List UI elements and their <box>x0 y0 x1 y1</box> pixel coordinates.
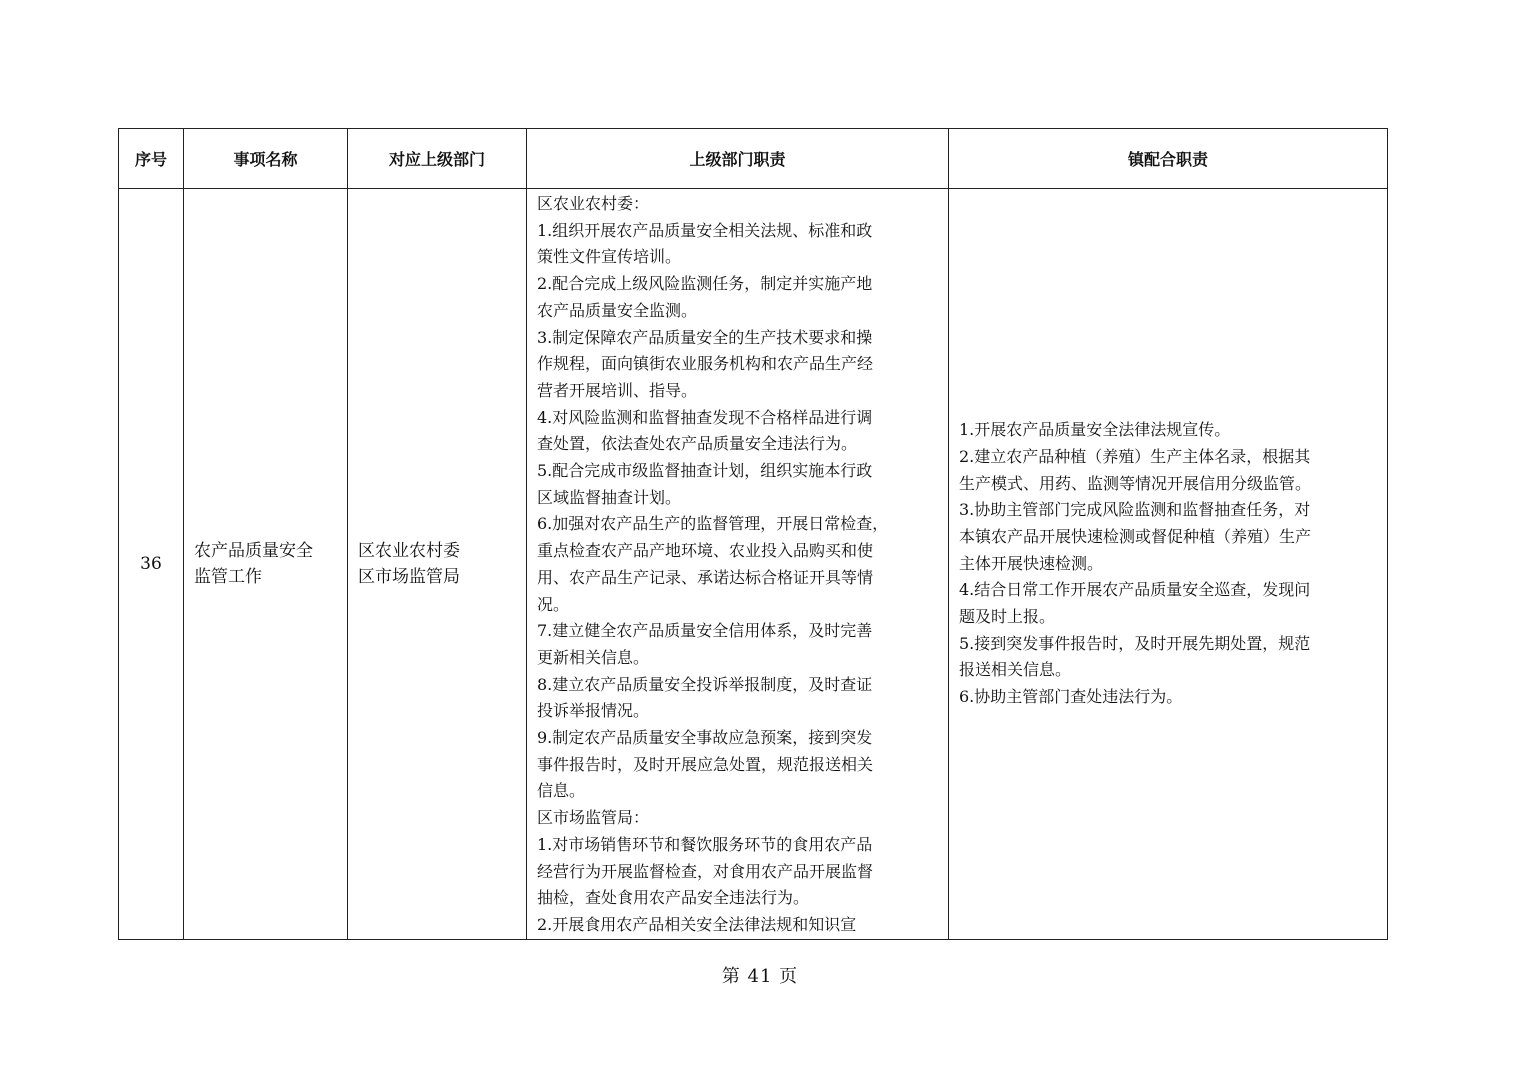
item-name-line: 农产品质量安全 <box>194 541 313 561</box>
header-index: 序号 <box>119 129 184 189</box>
town-duty-line: 5.接到突发事件报告时，及时开展先期处置，规范 <box>959 633 1311 653</box>
header-department: 对应上级部门 <box>348 129 527 189</box>
row-departments <box>348 189 527 940</box>
upper-duty-line: 1.组织开展农产品质量安全相关法规、标准和政 <box>537 220 873 240</box>
duty-table <box>118 128 1388 940</box>
town-duty-line: 1.开展农产品质量安全法律法规宣传。 <box>959 420 1231 440</box>
upper-duty-line: 8.建立农产品质量安全投诉举报制度，及时查证 <box>537 674 873 694</box>
upper-duty-line: 9.制定农产品质量安全事故应急预案，接到突发 <box>537 728 873 748</box>
header-item-name: 事项名称 <box>184 129 348 189</box>
upper-duty-line: 作规程，面向镇街农业服务机构和农产品生产经 <box>537 354 874 374</box>
upper-duty-line: 7.建立健全农产品质量安全信用体系，及时完善 <box>537 621 873 641</box>
row-index: 36 <box>119 189 184 940</box>
upper-duty-line: 事件报告时，及时开展应急处置，规范报送相关 <box>537 754 874 774</box>
upper-duty-line: 策性文件宣传培训。 <box>537 247 682 267</box>
table-row <box>119 189 1388 940</box>
town-duties-text <box>959 417 1379 711</box>
upper-duty-line: 2.开展食用农产品相关安全法律法规和知识宣 <box>537 914 857 934</box>
row-upper-duties <box>527 189 949 940</box>
upper-duty-line: 2.配合完成上级风险监测任务，制定并实施产地 <box>537 274 873 294</box>
town-duty-line: 6.协助主管部门查处违法行为。 <box>959 687 1183 707</box>
page-number: 第 41 页 <box>721 966 799 987</box>
row-item-name <box>184 189 348 940</box>
town-duty-line: 报送相关信息。 <box>959 660 1072 680</box>
upper-duty-line: 重点检查农产品产地环境、农业投入品购买和使 <box>537 541 874 561</box>
upper-duty-line: 区农业农村委： <box>537 194 650 213</box>
town-duty-line: 4.结合日常工作开展农产品质量安全巡查，发现问 <box>959 580 1311 600</box>
upper-duty-line: 经营行为开展监督检查，对食用农产品开展监督 <box>537 861 874 881</box>
upper-duty-line: 4.对风险监测和监督抽查发现不合格样品进行调 <box>537 407 873 427</box>
header-upper-duties: 上级部门职责 <box>527 129 949 189</box>
town-duty-line: 生产模式、用药、监测等情况开展信用分级监管。 <box>959 473 1312 493</box>
upper-duty-line: 营者开展培训、指导。 <box>537 380 698 400</box>
town-duty-line: 3.协助主管部门完成风险监测和监督抽查任务，对 <box>959 500 1311 520</box>
upper-duty-line: 5.配合完成市级监督抽查计划，组织实施本行政 <box>537 461 873 481</box>
upper-duty-line: 信息。 <box>537 781 586 801</box>
upper-duty-line: 区市场监管局： <box>537 808 650 828</box>
upper-duty-line: 查处置，依法查处农产品质量安全违法行为。 <box>537 434 858 454</box>
upper-duties-text <box>537 191 942 939</box>
upper-duty-line: 6.加强对农产品生产的监督管理，开展日常检查， <box>537 514 889 534</box>
upper-duty-line: 3.制定保障农产品质量安全的生产技术要求和操 <box>537 327 873 347</box>
department-line: 区农业农村委 <box>358 541 460 561</box>
upper-duty-line: 投诉举报情况。 <box>537 701 650 721</box>
town-duty-line: 本镇农产品开展快速检测或督促种植（养殖）生产 <box>959 526 1312 546</box>
upper-duty-line: 抽检，查处食用农产品安全违法行为。 <box>537 888 810 908</box>
upper-duty-line: 更新相关信息。 <box>537 647 650 667</box>
header-town-duties: 镇配合职责 <box>949 129 1388 189</box>
upper-duty-line: 农产品质量安全监测。 <box>537 300 698 320</box>
upper-duty-line: 区域监督抽查计划。 <box>537 487 682 507</box>
upper-duty-line: 1.对市场销售环节和餐饮服务环节的食用农产品 <box>537 834 873 854</box>
town-duty-line: 2.建立农产品种植（养殖）生产主体名录，根据其 <box>959 446 1311 466</box>
upper-duty-line: 况。 <box>537 594 570 614</box>
item-name-line: 监管工作 <box>194 567 262 587</box>
town-duty-line: 主体开展快速检测。 <box>959 553 1104 573</box>
department-line: 区市场监管局 <box>358 567 460 587</box>
upper-duty-line: 用、农产品生产记录、承诺达标合格证开具等情 <box>537 567 874 587</box>
table-header-row <box>119 129 1388 189</box>
town-duty-line: 题及时上报。 <box>959 607 1056 627</box>
row-town-duties <box>949 189 1388 940</box>
